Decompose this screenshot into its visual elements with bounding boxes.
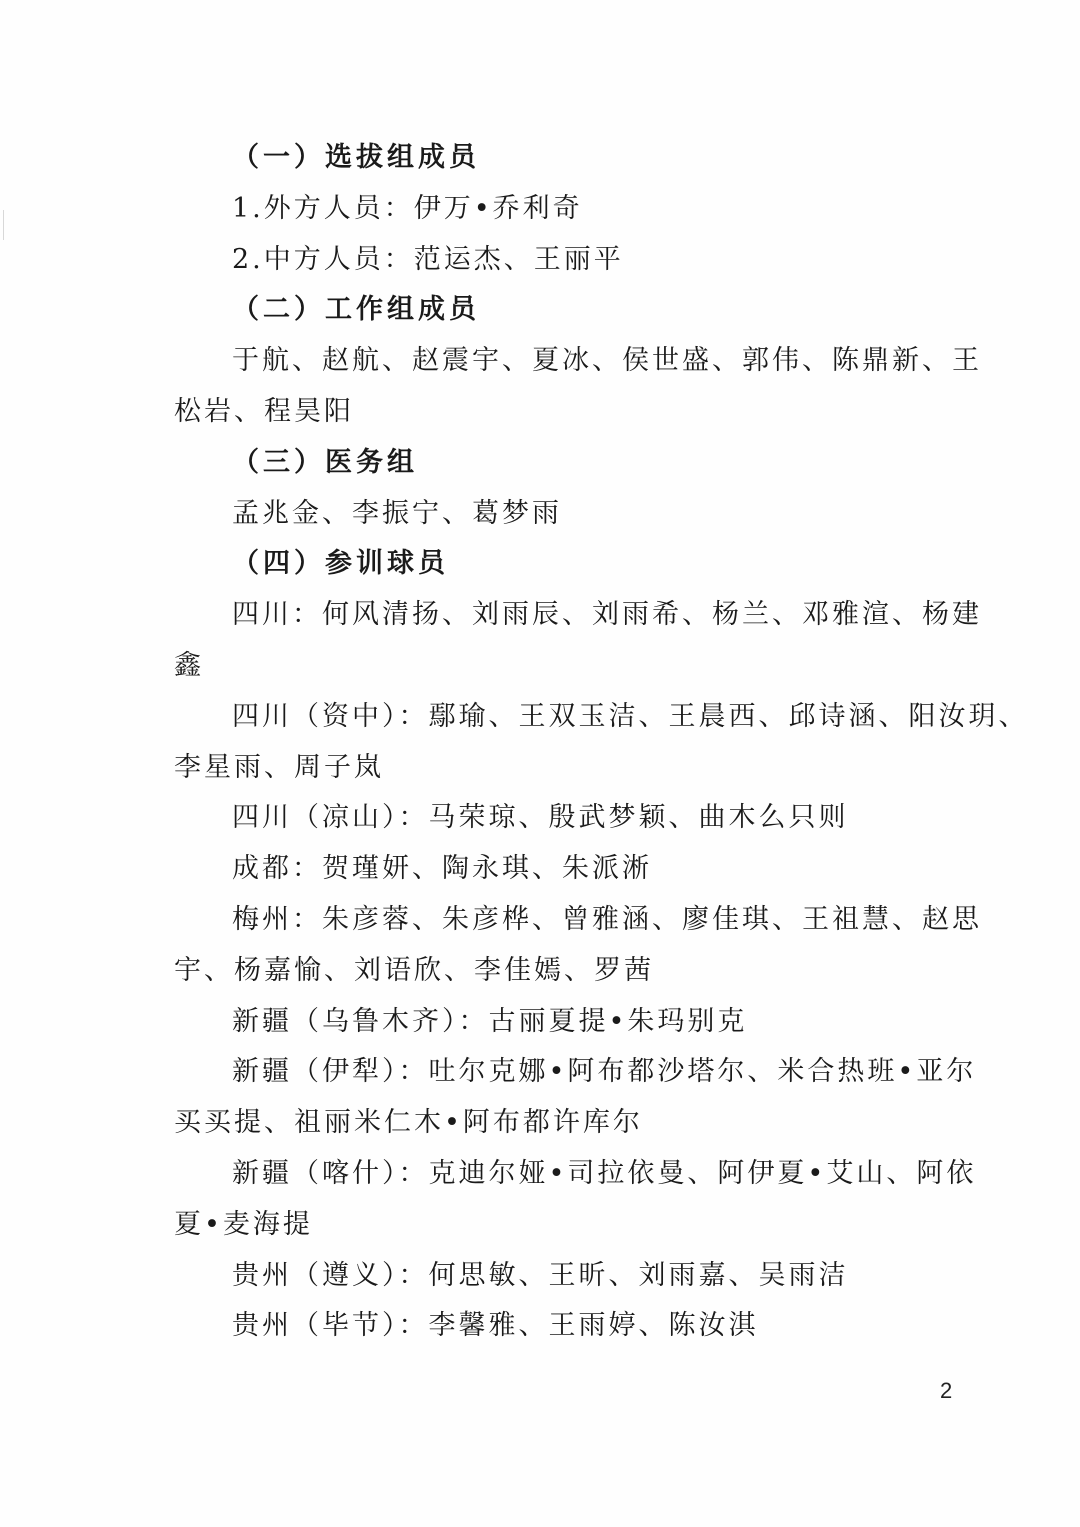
work-group-members-continued: 松岩、程昊阳 — [174, 395, 354, 427]
work-group-members-line: 于航、赵航、赵震宇、夏冰、侯世盛、郭伟、陈鼎新、王 — [232, 345, 982, 377]
players-xinjiang-kashgar-continued: 夏•麦海提 — [174, 1208, 313, 1240]
foreign-staff-line: 1.外方人员：伊万•乔利奇 — [232, 192, 583, 224]
players-sichuan-zizhong-continued: 李星雨、周子岚 — [174, 751, 384, 783]
document-body — [174, 133, 1029, 1352]
players-sichuan-continued: 鑫 — [174, 649, 204, 681]
players-guizhou-zunyi-line: 贵州（遵义）：何思敏、王昕、刘雨嘉、吴雨洁 — [232, 1259, 849, 1291]
players-sichuan-line: 四川：何风清扬、刘雨辰、刘雨希、杨兰、邓雅渲、杨建 — [232, 599, 982, 631]
page-number: 2 — [940, 1378, 953, 1403]
players-xinjiang-yili-line: 新疆（伊犁）：吐尔克娜•阿布都沙塔尔、米合热班•亚尔 — [232, 1056, 977, 1088]
section-heading-trainee-players: （四）参训球员 — [232, 548, 449, 580]
chinese-staff-line: 2.中方人员：范运杰、王丽平 — [232, 243, 624, 275]
scan-mark — [3, 210, 4, 240]
players-sichuan-zizhong-line: 四川（资中）：鄢瑜、王双玉洁、王晨西、邱诗涵、阳汝玥、 — [232, 700, 1029, 732]
section-heading-work-group: （二）工作组成员 — [232, 294, 480, 326]
players-xinjiang-kashgar-line: 新疆（喀什）：克迪尔娅•司拉依曼、阿伊夏•艾山、阿依 — [232, 1157, 977, 1189]
medical-group-members-line: 孟兆金、李振宁、葛梦雨 — [232, 497, 562, 529]
players-guizhou-bijie-line: 贵州（毕节）：李馨雅、王雨婷、陈汝淇 — [232, 1310, 759, 1342]
players-xinjiang-yili-continued: 买买提、祖丽米仁木•阿布都许库尔 — [174, 1107, 643, 1139]
players-chengdu-line: 成都：贺瑾妍、陶永琪、朱派淅 — [232, 853, 652, 885]
players-meizhou-continued: 宇、杨嘉愉、刘语欣、李佳嫣、罗茜 — [174, 954, 654, 986]
players-sichuan-liangshan-line: 四川（凉山）：马荣琼、殷武梦颖、曲木么只则 — [232, 802, 849, 834]
section-heading-medical-group: （三）医务组 — [232, 446, 418, 478]
players-meizhou-line: 梅州：朱彦蓉、朱彦桦、曾雅涵、廖佳琪、王祖慧、赵思 — [232, 903, 982, 935]
players-xinjiang-urumqi-line: 新疆（乌鲁木齐）：古丽夏提•朱玛别克 — [232, 1005, 748, 1037]
section-heading-selection-group: （一）选拔组成员 — [232, 142, 480, 173]
